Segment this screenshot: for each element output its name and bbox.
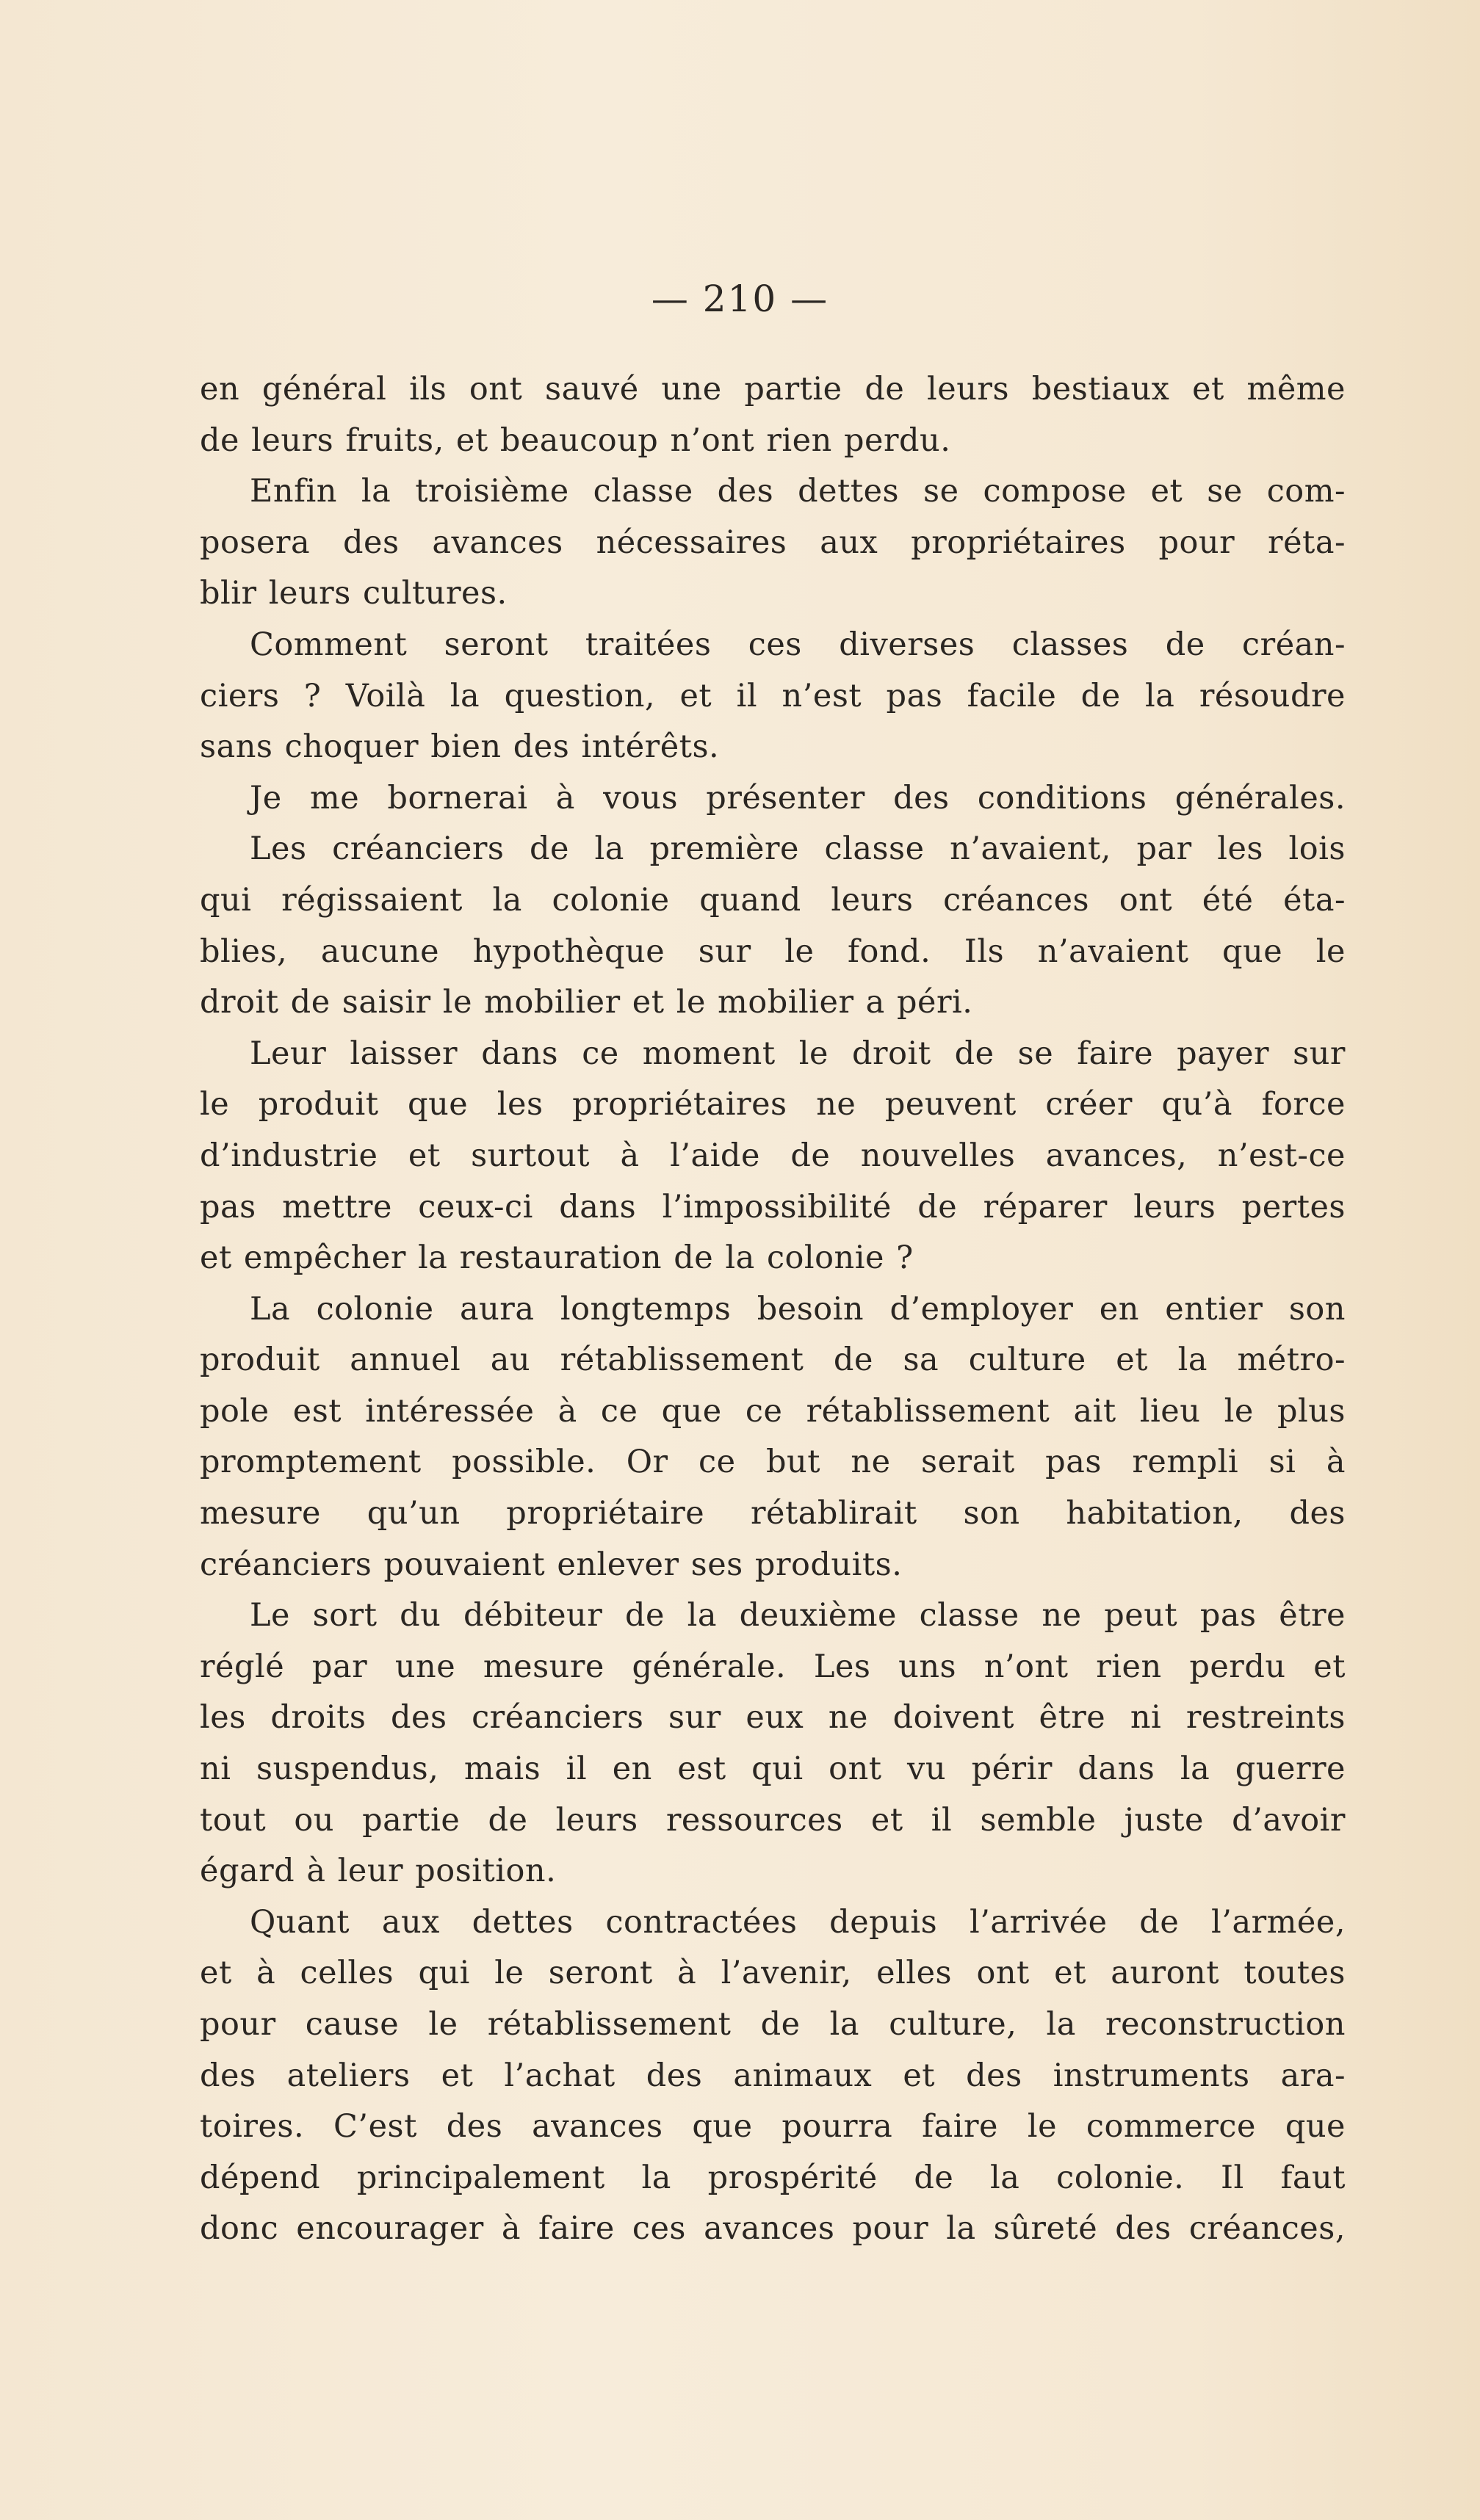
text-line: et empêcher la restauration de la colonie ? — [200, 1239, 914, 1277]
text-line: en général ils ont sauvé une partie de leurs bestiaux et même — [200, 371, 1346, 408]
text-line: qui régissaient la colonie quand leurs créances ont été éta- — [200, 881, 1346, 919]
text-line: égard à leur position. — [200, 1853, 557, 1890]
text-line: donc encourager à faire ces avances pour la sûreté des créances, — [200, 2210, 1346, 2248]
text-line: pour cause le rétablissement de la culture, la reconstruction — [200, 2006, 1346, 2043]
text-line: créanciers pouvaient enlever ses produits. — [200, 1546, 903, 1583]
text-line: ni suspendus, mais il en est qui ont vu périr dans la guerre — [200, 1750, 1346, 1788]
text-line: Les créanciers de la première classe n’avaient, par les lois — [250, 830, 1346, 868]
text-line: Je me bornerai à vous présenter des conditions générales. — [250, 779, 1346, 817]
text-line: La colonie aura longtemps besoin d’employer en entier son — [250, 1290, 1346, 1328]
text-line: mesure qu’un propriétaire rétablirait son habitation, des — [200, 1495, 1346, 1532]
text-line: des ateliers et l’achat des animaux et des instruments ara- — [200, 2057, 1346, 2094]
page-number: — 210 — — [651, 278, 829, 320]
text-line: promptement possible. Or ce but ne serait pas rempli si à — [200, 1444, 1346, 1481]
text-line: les droits des créanciers sur eux ne doivent être ni restreints — [200, 1699, 1346, 1737]
text-line: tout ou partie de leurs ressources et il semble juste d’avoir — [200, 1801, 1346, 1839]
text-line: droit de saisir le mobilier et le mobilier a péri. — [200, 984, 973, 1021]
text-line: ciers ? Voilà la question, et il n’est pas facile de la résoudre — [200, 677, 1346, 714]
text-line: Quant aux dettes contractées depuis l’arrivée de l’armée, — [250, 1903, 1346, 1941]
text-line: toires. C’est des avances que pourra faire le commerce que — [200, 2108, 1346, 2146]
body-text — [200, 364, 1346, 2255]
text-line: Comment seront traitées ces diverses classes de créan- — [250, 626, 1346, 663]
text-line: blies, aucune hypothèque sur le fond. Ils n’avaient que le — [200, 933, 1346, 970]
text-line: posera des avances nécessaires aux propriétaires pour réta- — [200, 524, 1346, 561]
text-line: Le sort du débiteur de la deuxième classe ne peut pas être — [250, 1597, 1346, 1634]
text-line: d’industrie et surtout à l’aide de nouvelles avances, n’est-ce — [200, 1137, 1346, 1174]
text-line: Leur laisser dans ce moment le droit de se faire payer sur — [250, 1035, 1346, 1072]
text-line: produit annuel au rétablissement de sa culture et la métro- — [200, 1342, 1346, 1379]
text-line: pole est intéressée à ce que ce rétablissement ait lieu le plus — [200, 1392, 1346, 1430]
text-line: Enfin la troisième classe des dettes se compose et se com- — [250, 473, 1346, 510]
text-line: blir leurs cultures. — [200, 575, 508, 612]
text-line: le produit que les propriétaires ne peuvent créer qu’à force — [200, 1086, 1346, 1123]
text-line: de leurs fruits, et beaucoup n’ont rien perdu. — [200, 421, 951, 459]
text-line: et à celles qui le seront à l’avenir, elles ont et auront toutes — [200, 1955, 1346, 1992]
text-line: réglé par une mesure générale. Les uns n’ont rien perdu et — [200, 1648, 1346, 1685]
text-line: sans choquer bien des intérêts. — [200, 728, 720, 766]
text-line: dépend principalement la prospérité de la colonie. Il faut — [200, 2159, 1346, 2196]
text-line: pas mettre ceux-ci dans l’impossibilité de réparer leurs pertes — [200, 1188, 1346, 1225]
